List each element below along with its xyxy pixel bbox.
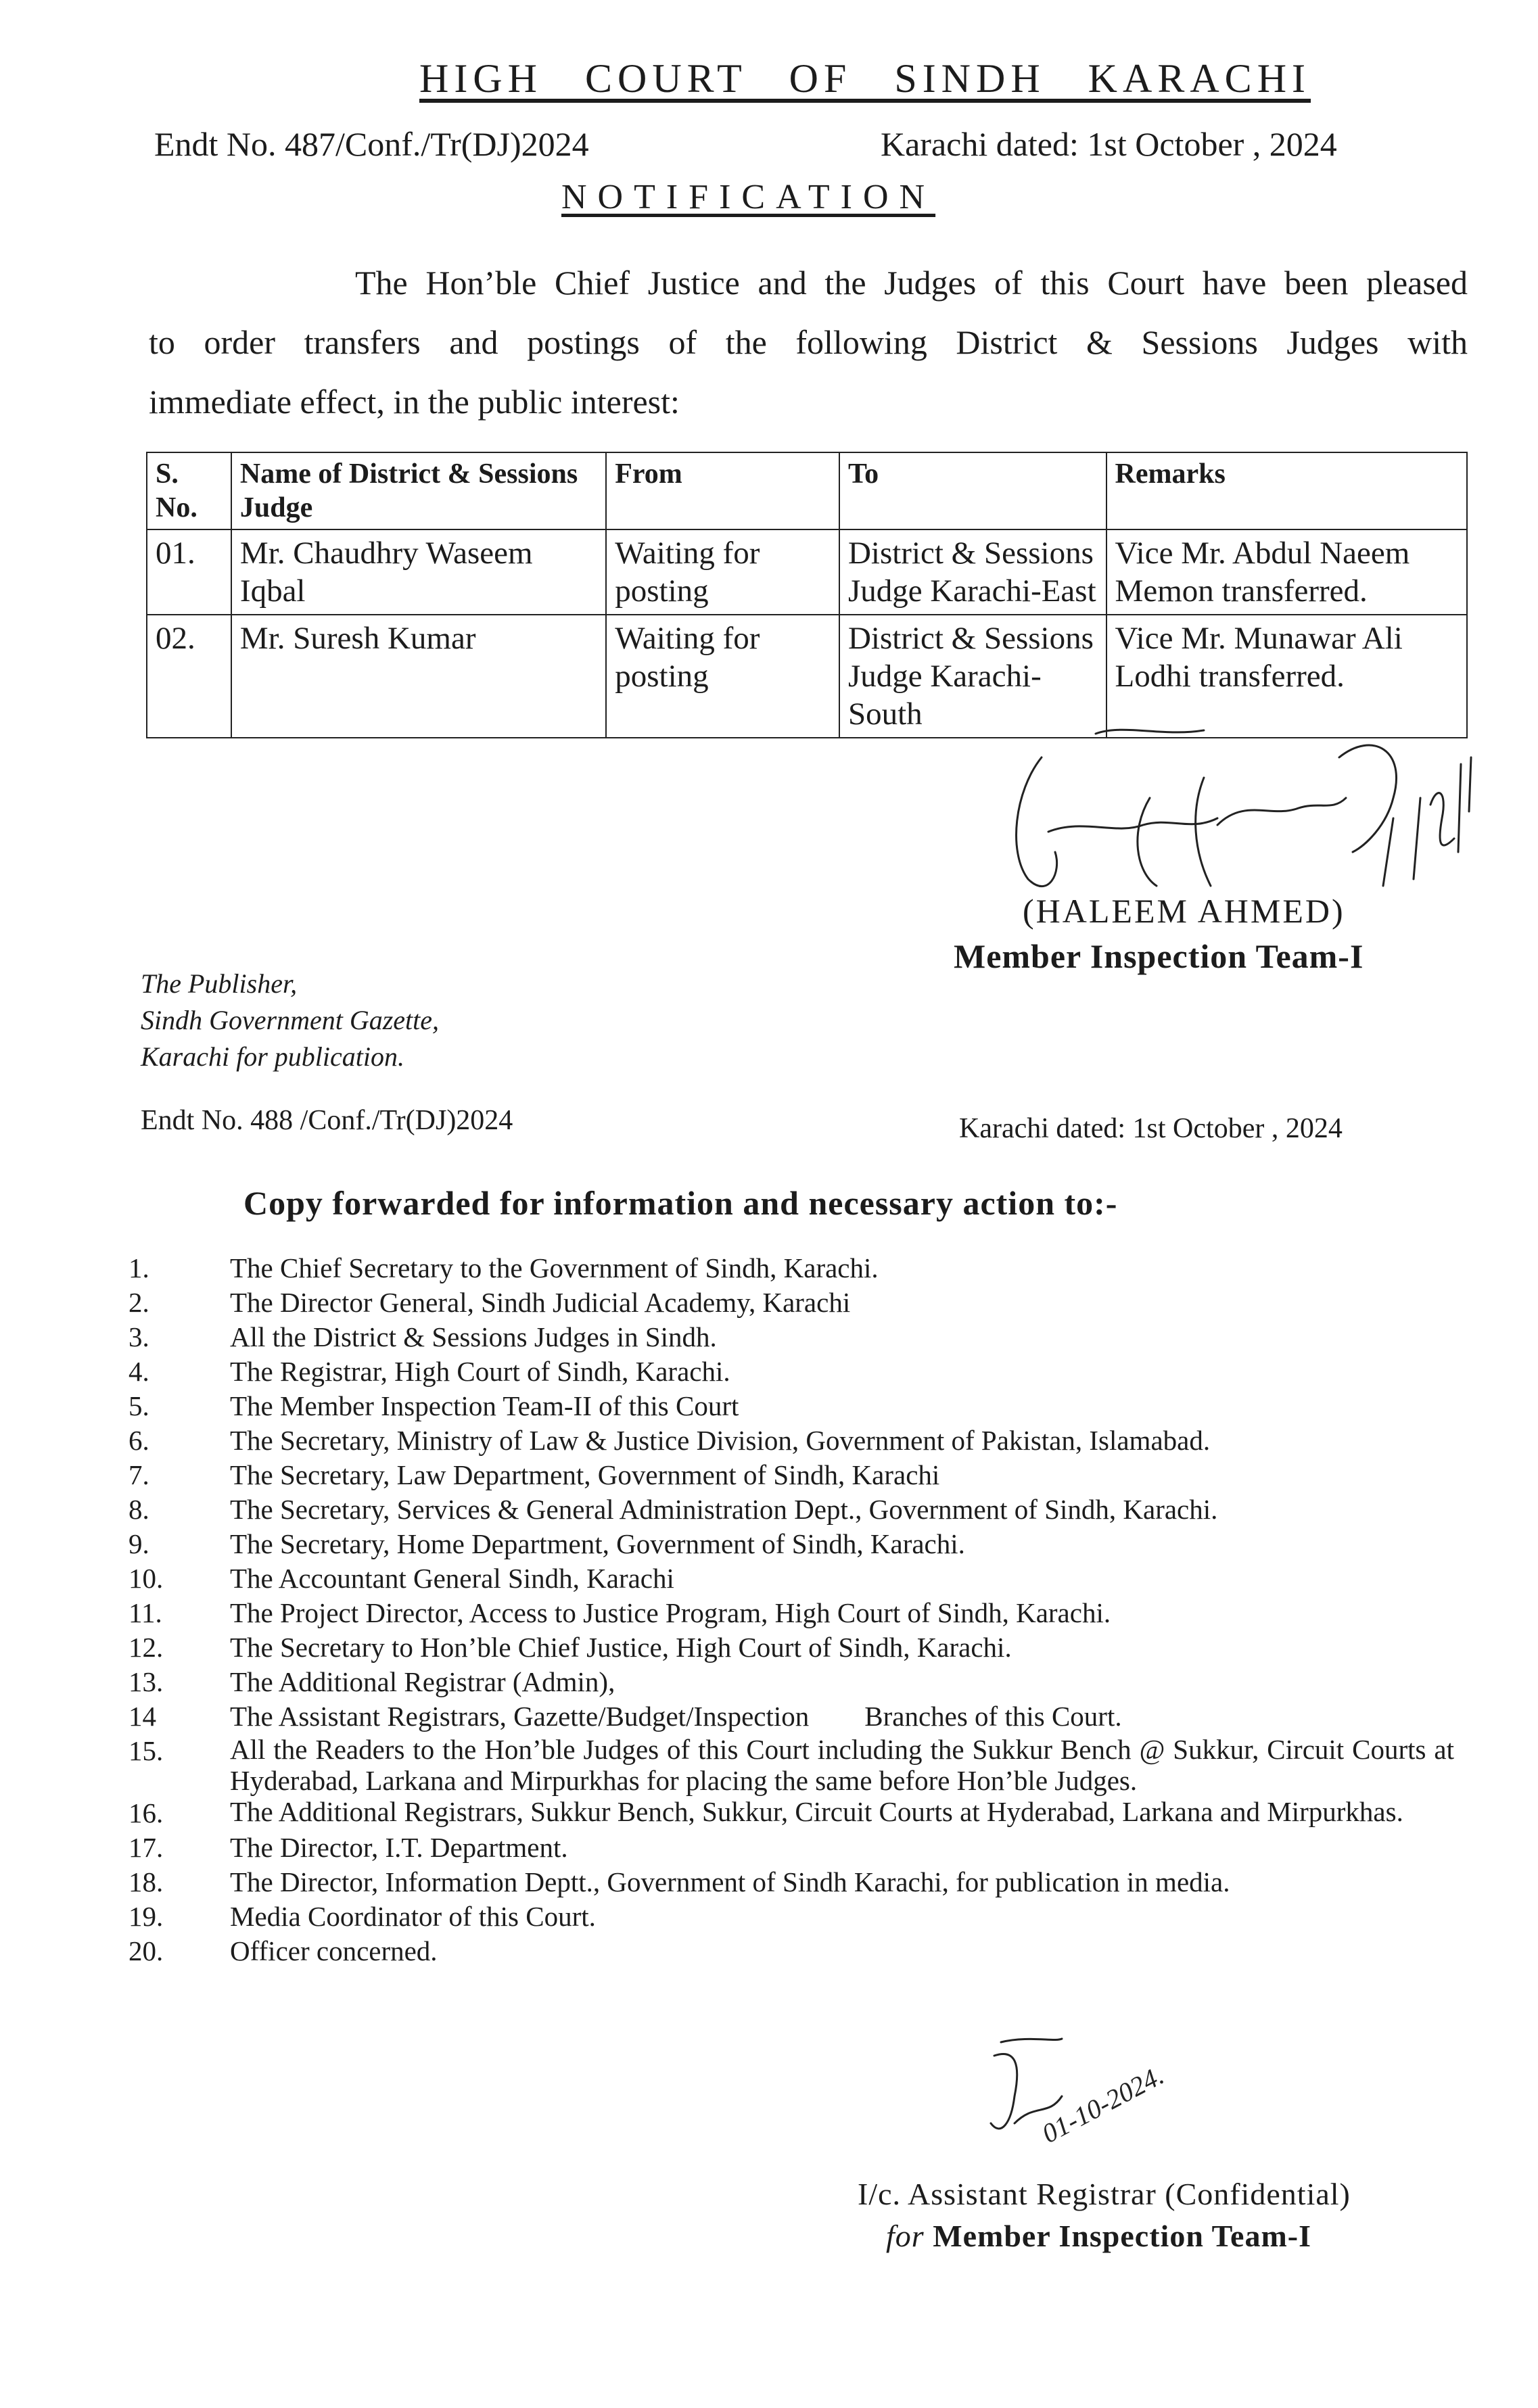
list-item-number: 18. [129,1866,164,1897]
list-item-text: The Director, I.T. Department. [230,1832,568,1863]
cell-sno: 02. [147,615,231,738]
body-line-1: The Hon’ble Chief Justice and the Judges of this Court have been pleased [355,264,1468,302]
cell-to: District & Sessions Judge Karachi-South [839,615,1106,738]
list-item-text: The Secretary, Home Department, Government of Sindh, Karachi. [230,1528,965,1559]
list-item-number: 12. [129,1632,164,1663]
list-item [129,1665,1454,1699]
list-item-text: All the District & Sessions Judges in Sindh. [230,1321,717,1352]
notification-title: NOTIFICATION [561,178,936,216]
list-item [129,1734,1454,1796]
list-item-number: 4. [129,1356,149,1387]
cell-name: Mr. Suresh Kumar [231,615,606,738]
closing-designation: I/c. Assistant Registrar (Confidential) [858,2177,1351,2211]
cell-sno: 01. [147,529,231,615]
cell-from: Waiting for posting [606,615,839,738]
cell-remarks: Vice Mr. Munawar Ali Lodhi transferred. [1106,615,1467,738]
list-item-number: 2. [129,1287,149,1318]
endt-number-1: Endt No. 487/Conf./Tr(DJ)2024 [154,125,589,163]
list-item-number: 16. [129,1797,164,1828]
list-item [129,1561,1454,1596]
dated-1: Karachi dated: 1st October , 2024 [881,125,1337,163]
list-item-number: 19. [129,1901,164,1932]
signature-image [987,717,1488,920]
endt-number-2: Endt No. 488 /Conf./Tr(DJ)2024 [141,1105,513,1136]
list-item [129,1320,1454,1354]
list-item-number: 5. [129,1390,149,1421]
list-item [129,1251,1454,1285]
list-item [129,1630,1454,1665]
list-item [129,1492,1454,1527]
list-item [129,1389,1454,1423]
handwritten-date: 01-10-2024. [1037,2059,1169,2149]
closing-for-word: for [886,2219,925,2253]
list-item [129,1423,1454,1458]
list-item-text: The Director General, Sindh Judicial Academy, Karachi [230,1287,851,1318]
list-item [129,1899,1454,1934]
initials-signature-image [974,2022,1244,2164]
publisher-line-3: Karachi for publication. [141,1041,404,1072]
distribution-list [129,1251,1454,1968]
list-item [129,1596,1454,1630]
list-item-text: The Secretary to Hon’ble Chief Justice, High Court of Sindh, Karachi. [230,1632,1012,1663]
list-item-number: 17. [129,1832,164,1863]
list-item-text: All the Readers to the Hon’ble Judges of this Court including the Sukkur Bench @ Sukkur, Circuit Courts at Hyderabad, Larkana and Mirpurkhas for placing the same before Hon’ble Judges. [230,1734,1454,1796]
signatory-name: (HALEEM AHMED) [1023,892,1345,930]
header-remarks: Remarks [1106,452,1467,529]
list-item [129,1285,1454,1320]
list-item-text: The Registrar, High Court of Sindh, Karachi. [230,1356,730,1387]
signatory-title: Member Inspection Team-I [954,937,1364,975]
list-item-text: Media Coordinator of this Court. [230,1901,596,1932]
list-item [129,1831,1454,1865]
list-item-number: 15. [129,1735,164,1766]
list-item-number: 6. [129,1425,149,1456]
header-from: From [606,452,839,529]
list-item [129,1458,1454,1492]
list-item-text: The Member Inspection Team-II of this Court [230,1390,739,1421]
cell-name: Mr. Chaudhry Waseem Iqbal [231,529,606,615]
list-item-text: The Project Director, Access to Justice Program, High Court of Sindh, Karachi. [230,1597,1111,1628]
cell-remarks: Vice Mr. Abdul Naeem Memon transferred. [1106,529,1467,615]
publisher-line-2: Sindh Government Gazette, [141,1005,440,1035]
list-item-number: 8. [129,1494,149,1525]
list-item-text: The Secretary, Ministry of Law & Justice Division, Government of Pakistan, Islamabad. [230,1425,1211,1456]
list-item-number: 20. [129,1935,164,1966]
body-line-3: immediate effect, in the public interest: [149,383,680,421]
list-item-number: 11. [129,1597,162,1628]
list-item-number: 9. [129,1528,149,1559]
list-item-text: The Director, Information Deptt., Government of Sindh Karachi, for publication in media. [230,1866,1230,1897]
list-item [129,1865,1454,1899]
cell-to: District & Sessions Judge Karachi-East [839,529,1106,615]
list-item-text: The Chief Secretary to the Government of Sindh, Karachi. [230,1252,879,1283]
list-item [129,1796,1454,1831]
header-to: To [839,452,1106,529]
list-item-text: Officer concerned. [230,1935,438,1966]
list-item-number: 1. [129,1252,149,1283]
list-item [129,1699,1454,1734]
court-title: HIGH COURT OF SINDH KARACHI [419,56,1311,101]
list-item [129,1934,1454,1968]
list-item-text: The Accountant General Sindh, Karachi [230,1563,674,1594]
list-item-text: The Secretary, Law Department, Government of Sindh, Karachi [230,1459,940,1490]
closing-for-line [886,2218,1311,2254]
list-item-text: The Additional Registrars, Sukkur Bench, Sukkur, Circuit Courts at Hyderabad, Larkana and Mirpurkhas. [230,1796,1403,1827]
notification-body [149,253,1468,431]
list-item-number: 10. [129,1563,164,1594]
list-item [129,1527,1454,1561]
closing-team: Member Inspection Team-I [933,2219,1311,2253]
list-item [129,1354,1454,1389]
list-item-number: 7. [129,1459,149,1490]
header-sno: S. No. [147,452,231,529]
table-header-row [147,452,1467,529]
list-item-number: 3. [129,1321,149,1352]
header-name: Name of District & Sessions Judge [231,452,606,529]
list-item-number: 14 [129,1701,156,1732]
list-item-number: 13. [129,1666,164,1697]
copy-forwarded-heading: Copy forwarded for information and necessary action to:- [243,1184,1118,1222]
list-item-text: The Additional Registrar (Admin), [230,1666,615,1697]
list-item-text: The Assistant Registrars, Gazette/Budget/Inspection Branches of this Court. [230,1701,1122,1732]
publisher-block [141,966,439,1075]
table-row [147,529,1467,615]
transfers-table [146,452,1468,738]
list-item-text: The Secretary, Services & General Administration Dept., Government of Sindh, Karachi. [230,1494,1218,1525]
cell-from: Waiting for posting [606,529,839,615]
dated-2: Karachi dated: 1st October , 2024 [959,1113,1343,1144]
publisher-line-1: The Publisher, [141,968,298,999]
body-line-2: to order transfers and postings of the following District & Sessions Judges with [149,323,1468,361]
